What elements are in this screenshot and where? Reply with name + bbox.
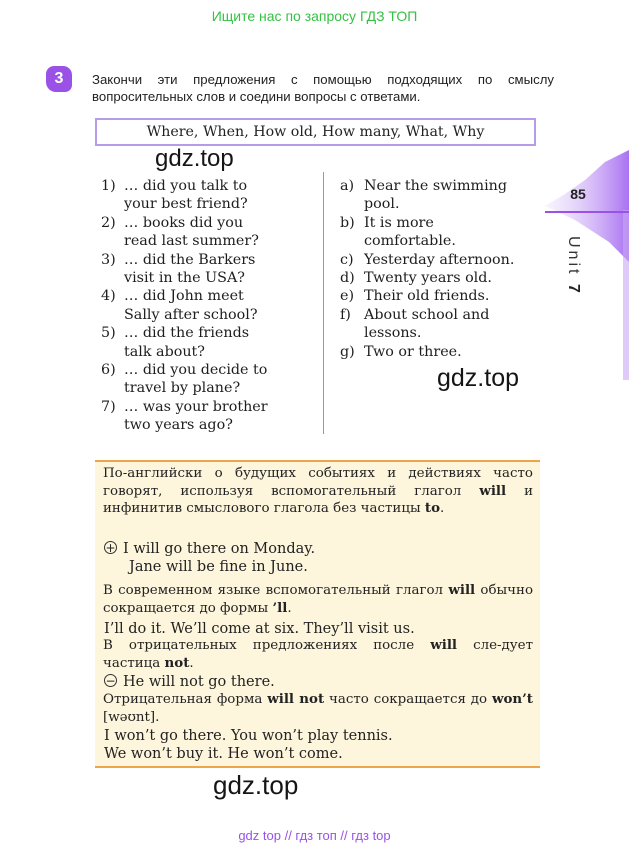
rule-keyword: will bbox=[448, 582, 476, 598]
question-text: two years ago? bbox=[124, 417, 233, 434]
answer-item bbox=[340, 177, 535, 214]
question-item bbox=[101, 251, 316, 288]
question-number: 2) bbox=[101, 214, 116, 231]
answer-letter: a) bbox=[340, 178, 355, 194]
answer-letter: c) bbox=[340, 251, 354, 268]
rule-text: обычно сокращается до формы bbox=[103, 583, 534, 616]
task-instruction: Закончи эти предложения с помощью подходящих по смыслу вопросительных слов и соедини вопросы с ответами. bbox=[92, 72, 554, 104]
answer-text: Twenty years old. bbox=[364, 270, 492, 287]
page-number-rule bbox=[545, 211, 629, 213]
rule-text: В отрицательных предложениях после bbox=[103, 638, 415, 653]
answer-text: About school and bbox=[364, 306, 490, 323]
rule-keyword: not bbox=[164, 654, 190, 671]
question-item bbox=[101, 177, 316, 214]
rule-keyword: ’ll bbox=[272, 599, 288, 616]
unit-word: Unit bbox=[565, 236, 582, 277]
answer-letter: f) bbox=[340, 306, 351, 323]
rule-paragraph-1 bbox=[103, 465, 533, 518]
question-text: … did John meet bbox=[124, 288, 244, 305]
question-text: travel by plane? bbox=[124, 380, 241, 397]
rule-example-contraction: I’ll do it. We’ll come at six. They’ll visit us. bbox=[104, 621, 415, 637]
question-text: visit in the USA? bbox=[124, 270, 245, 287]
rule-example-wont bbox=[104, 727, 393, 763]
example-text: I won’t go there. You won’t play tennis. bbox=[104, 728, 393, 744]
question-text: … books did you bbox=[124, 214, 244, 231]
question-text: … did the Barkers bbox=[124, 251, 256, 268]
example-text: Jane will be fine in June. bbox=[129, 559, 308, 575]
answer-item bbox=[340, 269, 535, 287]
page-number: 85 bbox=[570, 186, 586, 202]
answer-text: lessons. bbox=[364, 325, 422, 342]
question-number: 6) bbox=[101, 362, 116, 379]
rule-paragraph-2 bbox=[103, 582, 533, 617]
question-number: 7) bbox=[101, 398, 116, 415]
answer-text: pool. bbox=[364, 196, 400, 213]
rule-text: . bbox=[440, 501, 445, 516]
answer-letter: d) bbox=[340, 270, 355, 287]
rule-paragraph-4 bbox=[103, 691, 533, 726]
rule-keyword: will bbox=[430, 637, 457, 653]
rule-paragraph-3 bbox=[103, 637, 533, 672]
questions-list bbox=[101, 177, 316, 435]
question-text: … did you decide to bbox=[124, 362, 268, 379]
answers-list bbox=[340, 177, 535, 361]
answer-letter: e) bbox=[340, 288, 355, 305]
answer-text: It is more bbox=[364, 214, 434, 231]
watermark: gdz.top bbox=[155, 145, 234, 172]
rule-text: [wəʊnt]. bbox=[103, 709, 160, 725]
question-number: 3) bbox=[101, 251, 116, 268]
example-text: I will go there on Monday. bbox=[123, 541, 316, 557]
watermark: gdz.top bbox=[437, 364, 520, 392]
answer-item bbox=[340, 343, 535, 361]
question-item bbox=[101, 361, 316, 398]
question-item bbox=[101, 214, 316, 251]
question-words-box: Where, When, How old, How many, What, Why bbox=[95, 118, 536, 146]
unit-number: 7 bbox=[565, 283, 582, 296]
rule-text: и инфинитив смыслового глагола без частицы bbox=[103, 483, 533, 516]
answer-letter: b) bbox=[340, 214, 355, 231]
question-item bbox=[101, 287, 316, 324]
rule-keyword: will bbox=[479, 482, 507, 499]
rule-keyword: will not bbox=[267, 691, 325, 707]
rule-text: Отрицательная форма bbox=[103, 692, 263, 707]
top-banner: Ищите нас по запросу ГДЗ ТОП bbox=[211, 8, 418, 24]
question-text: … did the friends bbox=[124, 325, 250, 342]
question-text: Sally after school? bbox=[124, 306, 258, 323]
rule-text: По-английски о будущих событиях и действиях часто говорят, используя вспомогательный глагол bbox=[103, 466, 533, 499]
answer-item bbox=[340, 251, 535, 269]
answer-item bbox=[340, 287, 535, 305]
rule-keyword: won’t bbox=[491, 691, 533, 707]
question-text: … did you talk to bbox=[124, 178, 248, 194]
rule-text: . bbox=[287, 600, 292, 616]
example-text: He will not go there. bbox=[123, 674, 275, 690]
question-text: talk about? bbox=[124, 343, 205, 360]
rule-text: часто сокращается до bbox=[329, 692, 488, 707]
plus-icon: + bbox=[105, 541, 116, 555]
question-item bbox=[101, 398, 316, 435]
question-text: … was your brother bbox=[124, 398, 268, 415]
rule-example-negative bbox=[104, 673, 275, 691]
rule-text: В современном языке вспомогательный глагол bbox=[103, 583, 444, 598]
decorative-purple-shape bbox=[545, 150, 629, 380]
answer-item bbox=[340, 306, 535, 343]
example-text: We won’t buy it. He won’t come. bbox=[104, 746, 343, 762]
answer-text: Their old friends. bbox=[364, 288, 490, 305]
answer-text: comfortable. bbox=[364, 233, 456, 250]
column-divider bbox=[323, 172, 324, 434]
answer-item bbox=[340, 214, 535, 251]
question-item bbox=[101, 324, 316, 361]
bottom-banner: gdz top // гдз топ // гдз top bbox=[238, 828, 391, 843]
answer-letter: g) bbox=[340, 343, 355, 360]
answer-text: Near the swimming bbox=[364, 178, 508, 194]
question-text: read last summer? bbox=[124, 233, 259, 250]
watermark: gdz.top bbox=[213, 770, 299, 800]
question-number: 1) bbox=[101, 178, 116, 194]
answer-text: Yesterday afternoon. bbox=[364, 251, 515, 268]
answer-text: Two or three. bbox=[364, 343, 462, 360]
rule-example-affirmative bbox=[104, 540, 315, 576]
rule-keyword: to bbox=[424, 500, 441, 516]
question-text: your best friend? bbox=[124, 196, 248, 213]
unit-label bbox=[564, 236, 582, 296]
question-number: 5) bbox=[101, 325, 116, 342]
rule-text: . bbox=[189, 655, 194, 671]
question-number: 4) bbox=[101, 288, 116, 305]
minus-icon: − bbox=[105, 674, 116, 688]
task-number-badge: 3 bbox=[46, 66, 72, 92]
rule-text: сле-дует частица bbox=[103, 638, 533, 671]
